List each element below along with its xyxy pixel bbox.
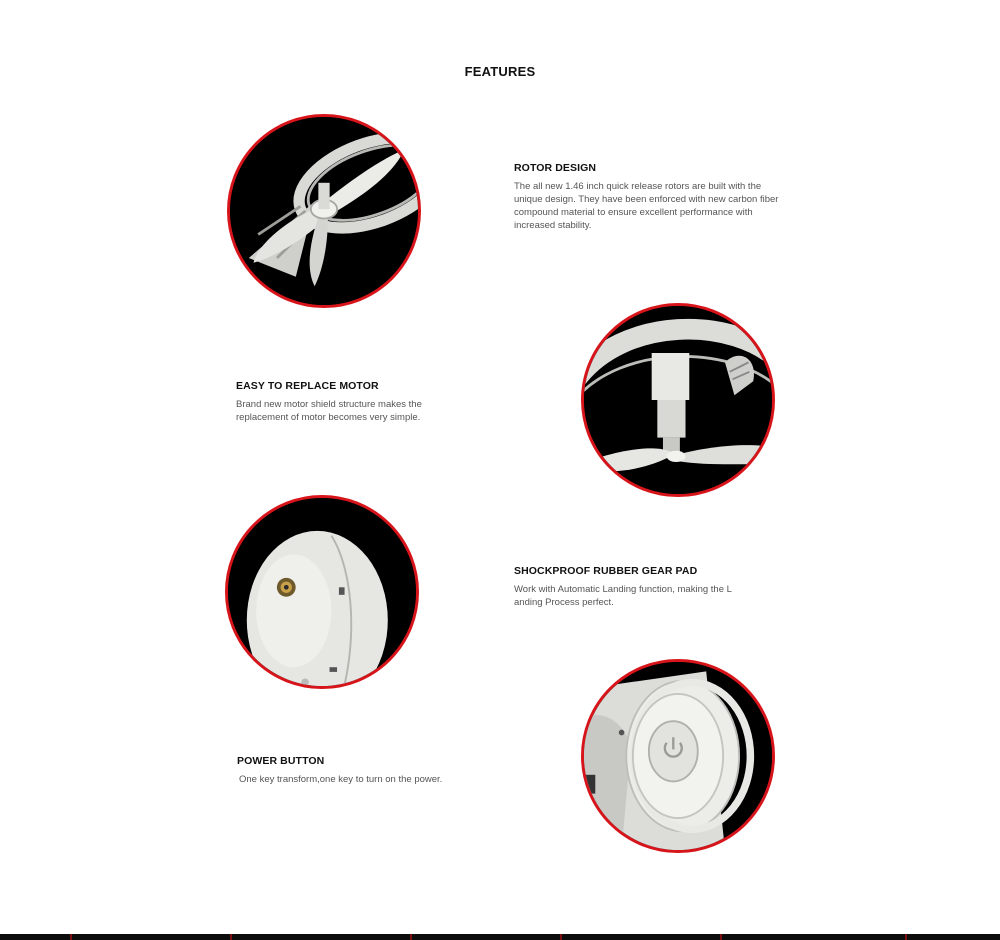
feature-rotor-design [514,162,824,232]
gear-pad-illustration [228,498,416,686]
feature-power-button [237,755,537,786]
bottom-banner-edge [0,934,1000,940]
feature-description: One key transform,one key to turn on the power. [239,774,443,785]
page-title: FEATURES [464,64,536,79]
feature-description: Work with Automatic Landing function, making the L anding Process perfect. [514,584,732,608]
power-button-illustration [584,662,772,850]
motor-image [581,303,775,497]
feature-description: Brand new motor shield structure makes the replacement of motor becomes very simple. [236,399,422,423]
feature-shockproof-rubber-gear-pad [514,565,814,609]
feature-description: The all new 1.46 inch quick release rotors are built with the unique design. They have been enforced with new carbon fiber compound material to ensure excellent performance with increased stability. [514,181,779,231]
feature-title: SHOCKPROOF RUBBER GEAR PAD [514,565,698,577]
feature-title: ROTOR DESIGN [514,162,597,174]
motor-illustration [584,306,772,494]
gear-pad-image [225,495,419,689]
power-button-image [581,659,775,853]
feature-easy-to-replace-motor [236,380,496,424]
rotor-illustration [230,117,418,305]
feature-title: EASY TO REPLACE MOTOR [236,380,379,392]
feature-title: POWER BUTTON [237,755,325,767]
rotor-design-image [227,114,421,308]
